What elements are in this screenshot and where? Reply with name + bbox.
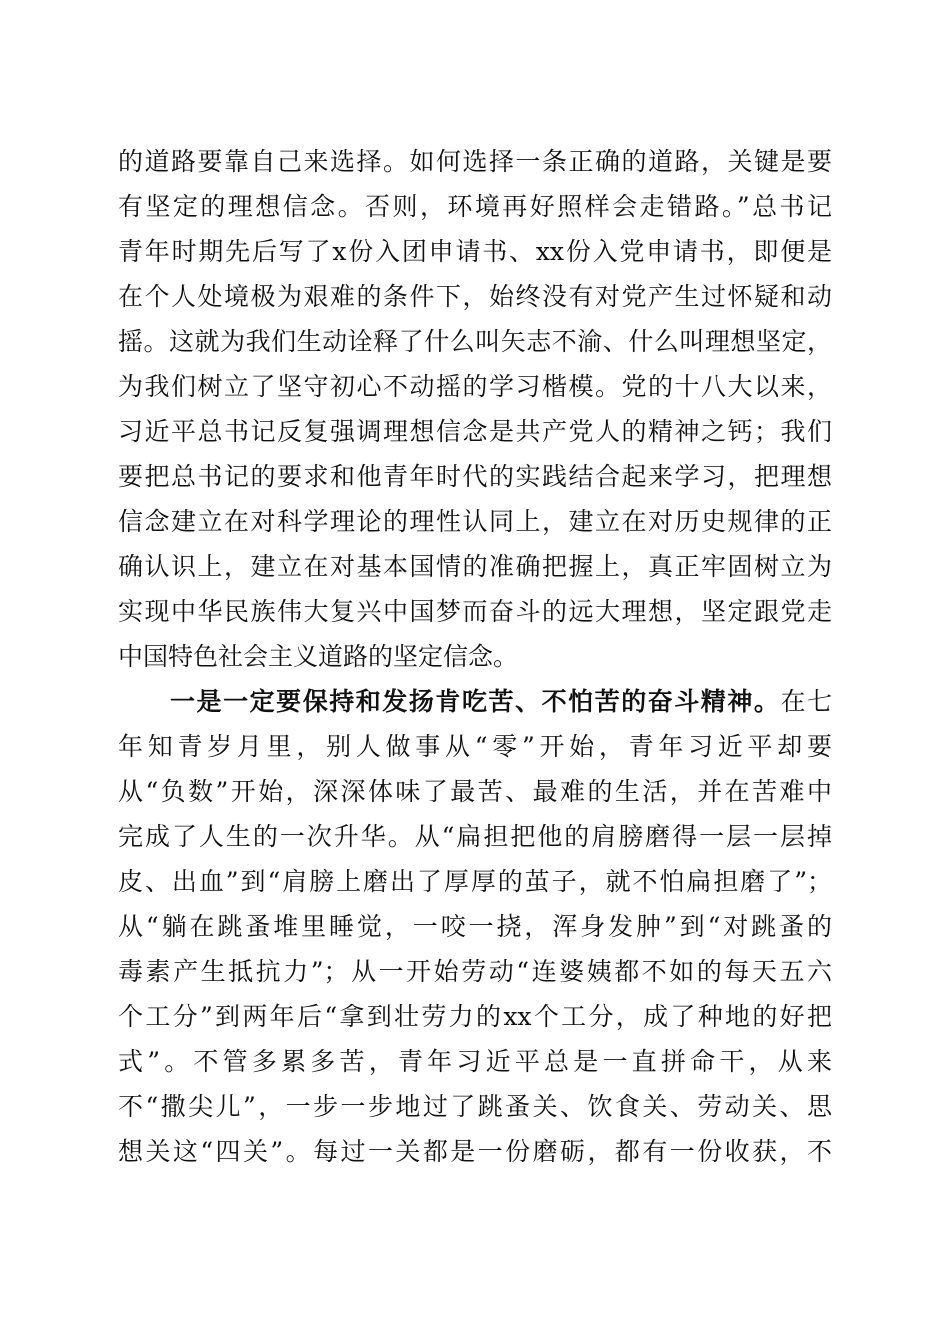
paragraph-2-line: 从“负数”开始，深深体味了最苦、最难的生活，并在苦难中 — [118, 777, 832, 806]
paragraph-2-line: 完成了人生的一次升华。从“扁担把他的肩膀磨得一层一层掉 — [118, 822, 832, 851]
paragraph-1-line: 要把总书记的要求和他青年时代的实践结合起来学习，把理想 — [118, 462, 832, 491]
paragraph-1-line: 信念建立在对科学理论的理性认同上，建立在对历史规律的正 — [118, 507, 832, 536]
paragraph-2-line: 毒素产生抵抗力”；从一开始劳动“连婆姨都不如的每天五六 — [118, 957, 832, 986]
paragraph-2-line: 想关这“四关”。每过一关都是一份磨砺，都有一份收获，不 — [118, 1137, 832, 1166]
paragraph-1-line: 有坚定的理想信念。否则，环境再好照样会走错路。”总书记 — [118, 192, 832, 221]
paragraph-1-line: 在个人处境极为艰难的条件下，始终没有对党产生过怀疑和动 — [118, 282, 832, 311]
paragraph-2-first-line — [170, 682, 832, 722]
paragraph-2-line: 不“撒尖儿”，一步一步地过了跳蚤关、饮食关、劳动关、思 — [118, 1092, 832, 1121]
paragraph-2-heading: 一是一定要保持和发扬肯吃苦、不怕苦的奋斗精神。 — [170, 687, 781, 716]
paragraph-1-line: 的道路要靠自己来选择。如何选择一条正确的道路，关键是要 — [118, 147, 832, 176]
paragraph-1-line: 青年时期先后写了x份入团申请书、xx份入党申请书，即便是 — [118, 237, 832, 266]
paragraph-2-line: 个工分”到两年后“拿到壮劳力的xx个工分，成了种地的好把 — [118, 1002, 832, 1031]
paragraph-2-first-line-rest: 在七 — [780, 687, 832, 716]
paragraph-1-line: 确认识上，建立在对基本国情的准确把握上，真正牢固树立为 — [118, 552, 832, 581]
paragraph-2-line: 式”。不管多累多苦，青年习近平总是一直拼命干，从来 — [118, 1047, 832, 1076]
paragraph-1-line: 实现中华民族伟大复兴中国梦而奋斗的远大理想，坚定跟党走 — [118, 597, 832, 626]
paragraph-2-line: 年知青岁月里，别人做事从“零”开始，青年习近平却要 — [118, 732, 832, 761]
paragraph-1-line: 中国特色社会主义道路的坚定信念。 — [118, 642, 519, 671]
paragraph-1-line: 摇。这就为我们生动诠释了什么叫矢志不渝、什么叫理想坚定， — [118, 327, 832, 356]
paragraph-1-line: 习近平总书记反复强调理想信念是共产党人的精神之钙；我们 — [118, 417, 832, 446]
paragraph-2-line: 从“躺在跳蚤堆里睡觉，一咬一挠，浑身发肿”到“对跳蚤的 — [118, 912, 832, 941]
paragraph-1-line: 为我们树立了坚守初心不动摇的学习楷模。党的十八大以来， — [118, 372, 832, 401]
paragraph-2-line: 皮、出血”到“肩膀上磨出了厚厚的茧子，就不怕扁担磨了”； — [118, 867, 832, 896]
